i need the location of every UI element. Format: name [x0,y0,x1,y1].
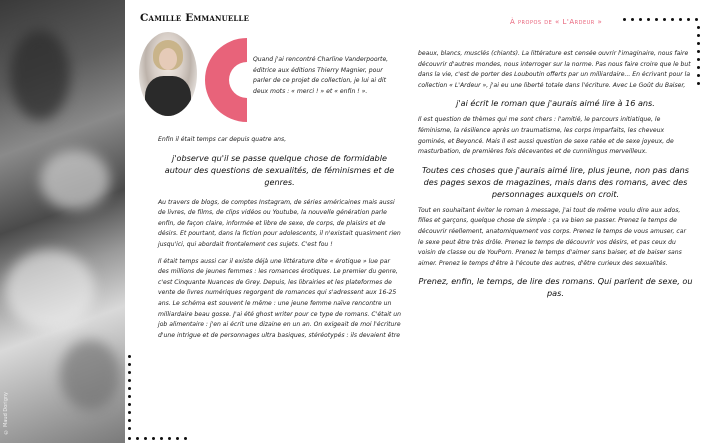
intro-text: Quand j'ai rencontré Charline Vanderpoorte, éditrice aux éditions Thierry Magnier, pour parler de ce projet de collection, je lui ai dit deux mots : « merci ! » et « enfin ! ». [253,56,389,95]
closing-quote: Prenez, enfin, le temps, de lire des romans. Qui parlent de sexe, ou pas. [418,276,693,299]
decorative-arc [195,38,247,122]
paragraph: Il était temps aussi car il existe déjà une littérature dite « érotique » lue par des millions de jeunes femmes : les romances érotiques. Le premier du genre, c'est Cinquante Nuances de Grey. Depuis, les librairies et les plateformes de vente de livres numériques regorgent de romances qui s'adressent aux 16-25 ans. Le schéma est souvent le même : une jeune femme naïve rencontre un milliardaire beau gosse. J'ai été ghost writer pour ce type de romans. C'était un job alimentaire : j'en ai écrit une dizaine en un an. On exigeait de moi l'écriture d'une intrigue et de personnages ultra basiques, stéréotypés : ils devaient être [158,257,401,339]
pull-quote: j'ai écrit le roman que j'aurais aimé lire à 16 ans. [456,98,655,109]
paragraph: Au travers de blogs, de comptes Instagram, de séries américaines mais aussi de livres, de films, de clips vidéos ou Youtube, la nouvelle génération parle enfin, de façon claire, informée et libre de sexe, de corps, de plaisirs et de désirs. Et pourtant, dans la fiction pour adolescents, il n'existait quasiment rien jusqu'ici, qui abordait frontalement ces sujets. C'est fou ! [158,198,401,248]
section-label: À propos de « L'Ardeur » [510,18,603,26]
author-portrait [139,32,197,116]
paragraph: Enfin il était temps car depuis quatre ans, [158,136,287,143]
dots-left [128,355,131,430]
pull-quote: Toutes ces choses que j'aurais aimé lire, plus jeune, non pas dans des pages sexos de magazines, mais dans des romans, avec des personnages auxquels on croit. [421,164,690,199]
dots-right [697,26,700,85]
paragraph: Tout en souhaitant éviter le roman à message, j'ai tout de même voulu dire aux ados, filles et garçons, quelque chose de simple : ça va bien se passer. Prenez le temps de découvrir réellement, anatomiquement vos corps. Prenez le temps de vous amuser, car le sexe peut être très drôle. Prenez le temps de découvrir vos désirs, et pas ceux du voisin de classe ou de YouPorn. Prenez le temps d'aimer sans baiser, et de baiser sans aimer. Prenez le temps d'être à l'écoute des autres, d'être curieux des sexualités. [418,206,686,267]
right-column [418,49,693,305]
author-name: Camille Emmanuelle [140,12,250,24]
paragraph: beaux, blancs, musclés (chiants). La littérature est censée ouvrir l'imaginaire, nous faire découvrir d'autres mondes, nous interroger sur la norme. Pas nous faire croire que le but dans la vie, c'est de porter des Louboutin offerts par un milliardaire... En écrivant pour la collection « L'Ardeur », j'ai eu une liberté totale dans l'écriture. Avec Le Goût du Baiser, [418,50,691,89]
dots-bottom [128,437,187,440]
paragraph: Il est question de thèmes qui me sont chers : l'amitié, le parcours initiatique, le féminisme, la résilience après un traumatisme, les corps imparfaits, les cheveux gominés, et Beyoncé. Mais il est aussi question de sexe ratée et de sexe joyeux, de masturbation, de premières fois décevantes et de cunnilingus merveilleux. [418,116,674,156]
photo-credit: © Maud Dorigny [3,392,9,435]
cover-photo [0,0,125,443]
dots-top-right [623,18,698,21]
left-column [158,135,401,347]
pull-quote: j'observe qu'il se passe quelque chose de formidable autour des questions de sexualités, de féminismes et de genres. [164,152,395,187]
